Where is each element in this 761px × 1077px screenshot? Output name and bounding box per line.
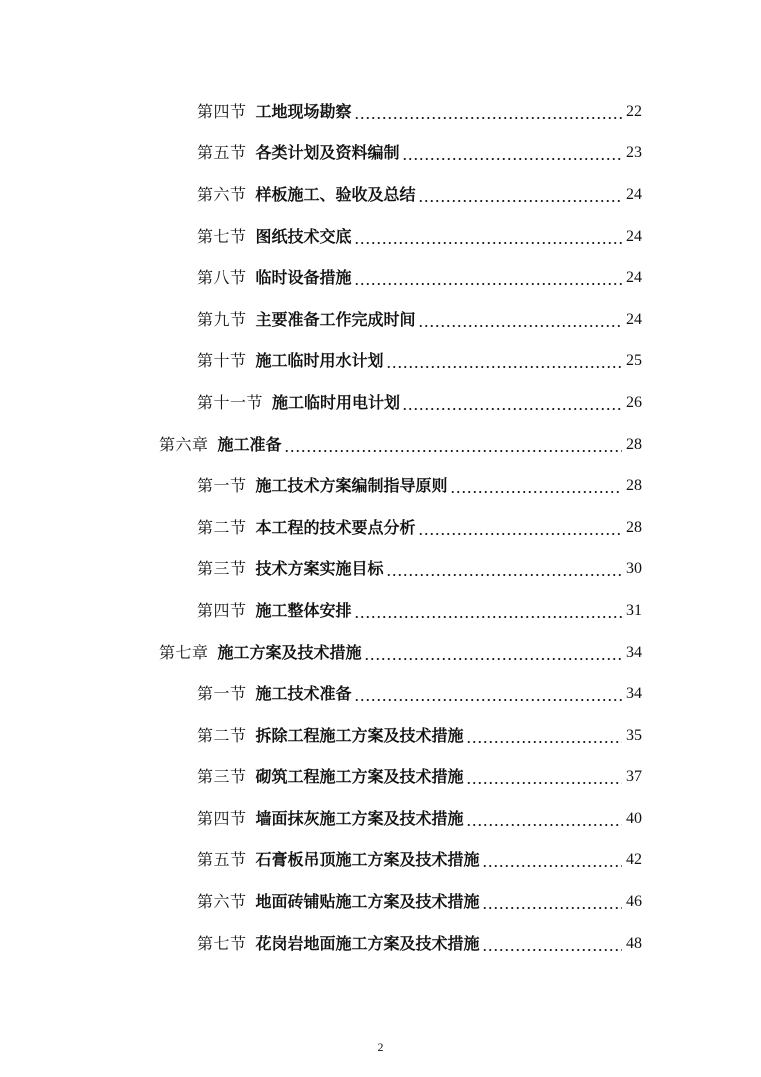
- toc-entry-page: 26: [626, 393, 642, 411]
- toc-entry-page: 28: [626, 477, 642, 495]
- toc-entry[interactable]: [0, 881, 761, 923]
- dot-leader: [386, 353, 622, 369]
- dot-leader: [418, 312, 622, 328]
- toc-entry-title: 各类计划及资料编制: [255, 143, 400, 163]
- toc-entry[interactable]: [0, 840, 761, 882]
- dot-leader: [482, 894, 622, 910]
- dot-leader: [284, 437, 622, 453]
- toc-entry[interactable]: [0, 673, 761, 715]
- dot-leader: [466, 811, 622, 827]
- toc-entry[interactable]: [0, 257, 761, 299]
- toc-entry[interactable]: [0, 341, 761, 383]
- toc-entry[interactable]: [0, 382, 761, 424]
- toc-entry-page: 23: [626, 144, 642, 162]
- toc-entry-title: 技术方案实施目标: [255, 559, 384, 579]
- toc-entry-number: 第五节: [197, 850, 247, 870]
- toc-entry-title: 本工程的技术要点分析: [255, 517, 416, 537]
- toc-entry-title: 施工准备: [217, 434, 282, 454]
- toc-entry-title: 砌筑工程施工方案及技术措施: [255, 767, 464, 787]
- dot-leader: [482, 852, 622, 868]
- dot-leader: [354, 104, 622, 120]
- toc-entry-page: 34: [626, 643, 642, 661]
- page-number: 2: [377, 1040, 384, 1054]
- toc-entry-title: 施工整体安排: [255, 600, 352, 620]
- toc-entry-page: 22: [626, 102, 642, 120]
- toc-entry-number: 第六节: [197, 184, 247, 204]
- toc-entry-number: 第四节: [197, 101, 247, 121]
- toc-entry-title: 花岗岩地面施工方案及技术措施: [255, 933, 480, 953]
- toc-entry-number: 第三节: [197, 767, 247, 787]
- dot-leader: [386, 561, 622, 577]
- toc-entry[interactable]: [0, 465, 761, 507]
- toc-entry-page: 25: [626, 352, 642, 370]
- dot-leader: [450, 478, 622, 494]
- dot-leader: [402, 395, 622, 411]
- toc-entry[interactable]: [0, 715, 761, 757]
- dot-leader: [418, 187, 622, 203]
- toc-chapter-entry[interactable]: [0, 632, 761, 674]
- toc-entry-number: 第十一节: [197, 392, 264, 412]
- toc-entry-number: 第一节: [197, 476, 247, 496]
- toc-entry-number: 第六章: [159, 434, 209, 454]
- toc-chapter-entry[interactable]: [0, 424, 761, 466]
- toc-entry-page: 30: [626, 560, 642, 578]
- toc-entry-title: 样板施工、验收及总结: [255, 184, 416, 204]
- toc-entry-title: 墙面抹灰施工方案及技术措施: [255, 808, 464, 828]
- toc-entry[interactable]: [0, 91, 761, 133]
- dot-leader: [354, 603, 622, 619]
- toc-entry-number: 第六节: [197, 892, 247, 912]
- toc-entry[interactable]: [0, 757, 761, 799]
- dot-leader: [354, 229, 622, 245]
- toc-entry[interactable]: [0, 174, 761, 216]
- toc-entry[interactable]: [0, 299, 761, 341]
- toc-entry-page: 37: [626, 768, 642, 786]
- toc-entry-page: 31: [626, 601, 642, 619]
- toc-entry-number: 第一节: [197, 684, 247, 704]
- toc-entry-title: 图纸技术交底: [255, 226, 352, 246]
- dot-leader: [466, 769, 622, 785]
- toc-entry-number: 第四节: [197, 600, 247, 620]
- toc-entry-number: 第八节: [197, 268, 247, 288]
- toc-entry-page: 24: [626, 185, 642, 203]
- toc-entry-page: 42: [626, 851, 642, 869]
- toc-entry-page: 24: [626, 227, 642, 245]
- toc-entry-page: 46: [626, 893, 642, 911]
- dot-leader: [364, 645, 622, 661]
- toc-entry-number: 第四节: [197, 808, 247, 828]
- toc-entry[interactable]: [0, 549, 761, 591]
- toc-entry-title: 拆除工程施工方案及技术措施: [255, 725, 464, 745]
- toc-entry-title: 施工临时用电计划: [272, 392, 401, 412]
- dot-leader: [402, 145, 622, 161]
- dot-leader: [466, 728, 622, 744]
- toc-entry-number: 第三节: [197, 559, 247, 579]
- toc-entry[interactable]: [0, 798, 761, 840]
- toc-entry-title: 工地现场勘察: [255, 101, 352, 121]
- toc-entry-title: 地面砖铺贴施工方案及技术措施: [255, 892, 480, 912]
- toc-entry[interactable]: [0, 507, 761, 549]
- toc-entry-page: 28: [626, 435, 642, 453]
- toc-entry-title: 临时设备措施: [255, 268, 352, 288]
- toc-entry-number: 第二节: [197, 517, 247, 537]
- toc-entry-number: 第七节: [197, 226, 247, 246]
- toc-entry-number: 第九节: [197, 309, 247, 329]
- dot-leader: [354, 686, 622, 702]
- toc-entry[interactable]: [0, 216, 761, 258]
- toc-entry-title: 施工技术方案编制指导原则: [255, 476, 448, 496]
- toc-entry[interactable]: [0, 923, 761, 965]
- toc-entry-number: 第七章: [159, 642, 209, 662]
- toc-entry[interactable]: [0, 590, 761, 632]
- toc-entry-page: 28: [626, 518, 642, 536]
- toc-entry[interactable]: [0, 133, 761, 175]
- toc-entry-number: 第二节: [197, 725, 247, 745]
- toc-entry-title: 石膏板吊顶施工方案及技术措施: [255, 850, 480, 870]
- toc-entry-number: 第七节: [197, 933, 247, 953]
- toc-entry-page: 40: [626, 809, 642, 827]
- toc-entry-title: 主要准备工作完成时间: [255, 309, 416, 329]
- dot-leader: [418, 520, 622, 536]
- toc-entry-number: 第十节: [197, 351, 247, 371]
- toc-entry-page: 48: [626, 934, 642, 952]
- toc-entry-title: 施工临时用水计划: [255, 351, 384, 371]
- toc-entry-title: 施工方案及技术措施: [217, 642, 362, 662]
- toc-entry-number: 第五节: [197, 143, 247, 163]
- toc-entry-title: 施工技术准备: [255, 684, 352, 704]
- table-of-contents: [0, 91, 761, 964]
- dot-leader: [482, 936, 622, 952]
- toc-entry-page: 34: [626, 685, 642, 703]
- dot-leader: [354, 270, 622, 286]
- toc-entry-page: 24: [626, 269, 642, 287]
- toc-entry-page: 35: [626, 726, 642, 744]
- toc-entry-page: 24: [626, 310, 642, 328]
